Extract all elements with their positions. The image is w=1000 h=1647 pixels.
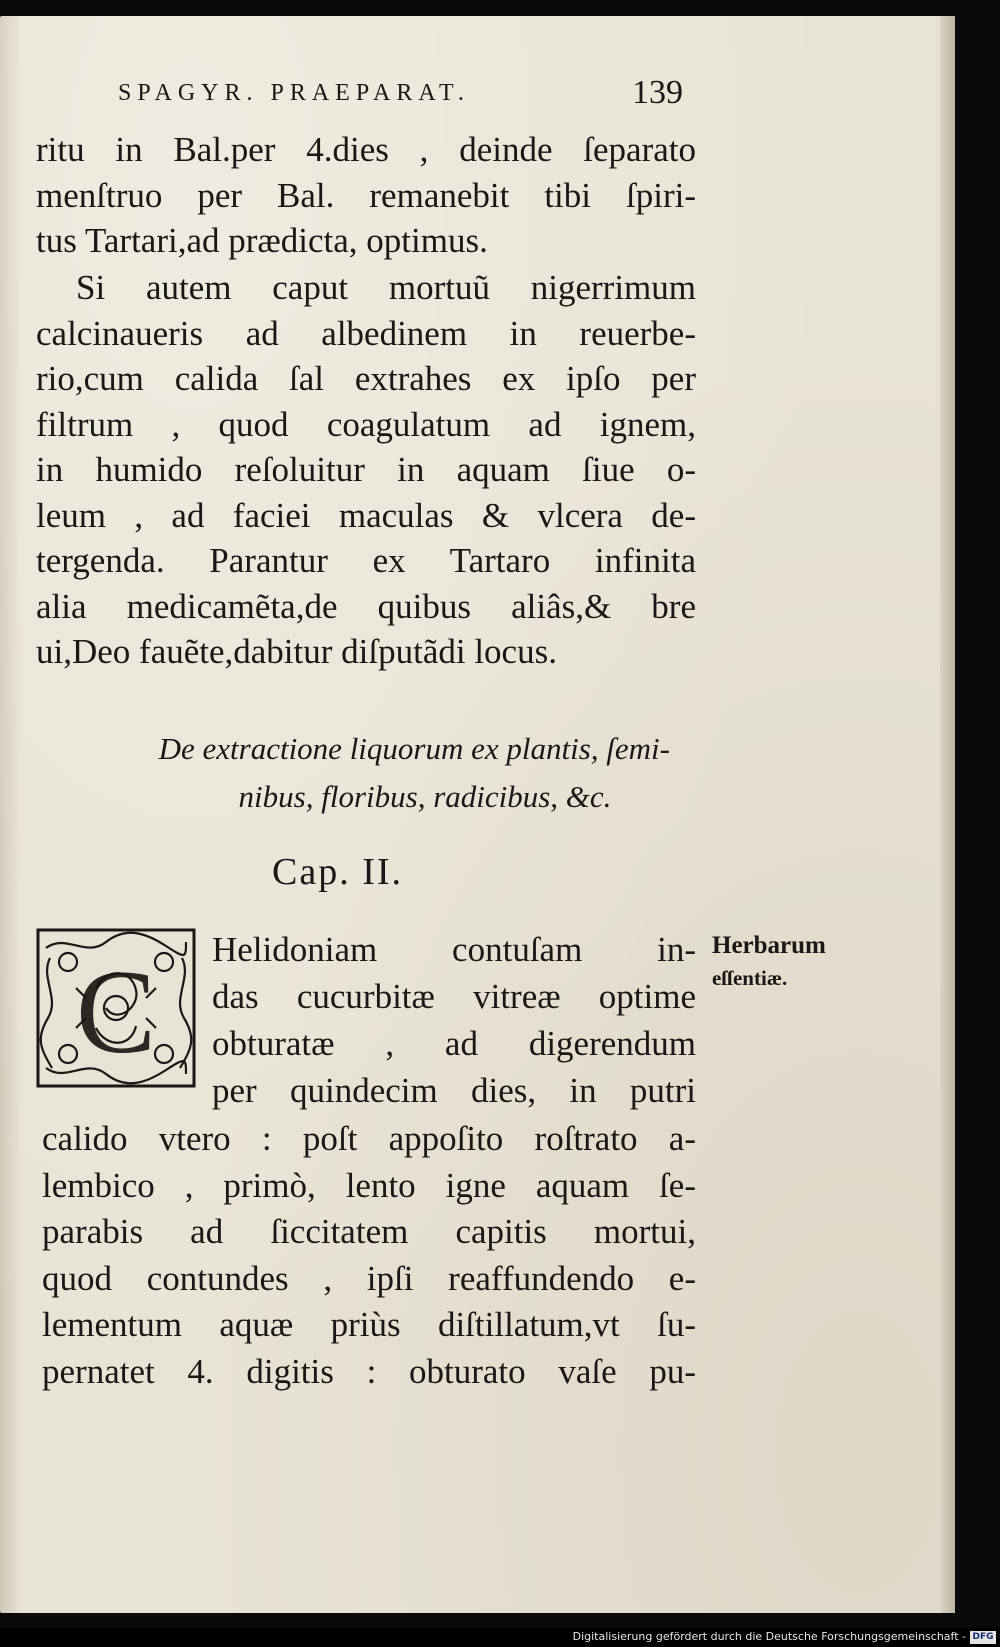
text-line: Helidoniam contuſam in- (212, 930, 696, 969)
text-line: tus Tartari,ad prædicta, optimus. (36, 221, 488, 260)
section-heading-line-1: De extractione liquorum ex plantis, ſemi- (158, 731, 670, 766)
section-heading (50, 725, 690, 821)
paragraph-chelidonium (42, 1116, 696, 1395)
text-line: Si autem caput mortuũ nigerrimum (76, 268, 696, 307)
text-line: per quindecim dies, in putri (212, 1071, 696, 1110)
text-line: rio,cum calida ſal extrahes ex ipſo per (36, 359, 696, 398)
text-line: tergenda. Parantur ex Tartaro infinita (36, 541, 696, 580)
text-line: filtrum , quod coagulatum ad ignem, (36, 404, 696, 444)
text-line: lembico , primò, lento igne aquam ſe- (42, 1165, 696, 1205)
text-line: leum , ad faciei maculas & vlcera de- (36, 495, 696, 535)
marginal-note (712, 930, 826, 994)
text-line: pernatet 4. digitis : obturato vaſe pu- (42, 1351, 696, 1391)
initial-paragraph-lines (212, 926, 696, 1114)
text-line: parabis ad ſiccitatem capitis mortui, (42, 1212, 696, 1251)
paragraph-caput-mortuum (36, 265, 696, 675)
text-line: calido vtero : poſt appoſito roſtrato a- (42, 1119, 696, 1158)
text-line: ui,Deo fauẽte,dabitur diſputãdi locus. (36, 632, 557, 671)
page-number: 139 (632, 74, 683, 111)
ornate-initial-icon (36, 928, 196, 1088)
text-line: lementum aquæ priùs diſtillatum,vt ſu- (42, 1305, 696, 1344)
initial-letter: C (75, 945, 157, 1078)
chapter-label: Cap. II. (272, 851, 404, 893)
text-line: obturatæ , ad digerendum (212, 1024, 696, 1063)
paragraph-continuation (36, 127, 696, 264)
text-line: ritu in Bal.per 4.dies , deinde ſeparato (36, 130, 696, 169)
footer-credit: Digitalisierung gefördert durch die Deutsche Forschungsgemeinschaft - (572, 1630, 966, 1643)
marginal-note-line-2: eſſentiæ. (712, 966, 788, 990)
text-line: alia medicamẽta,de quibus aliâs,& bre (36, 586, 696, 626)
running-head: SPAGYR. PRAEPARAT. (118, 80, 470, 106)
marginal-note-line-1: Herbarum (712, 932, 826, 959)
text-line: menſtruo per Bal. remanebit tibi ſpiri- (36, 175, 696, 215)
text-line: calcinaueris ad albedinem in reuerbe- (36, 313, 696, 353)
text-line: in humido reſoluitur in aquam ſiue o- (36, 450, 696, 489)
text-line: das cucurbitæ vitreæ optime (212, 977, 696, 1016)
section-heading-line-2: nibus, floribus, radicibus, &c. (238, 779, 612, 814)
dfg-logo-icon: DFG (970, 1631, 996, 1644)
page-edge (940, 16, 955, 1613)
text-line: quod contundes , ipſi reaffundendo e- (42, 1258, 696, 1298)
